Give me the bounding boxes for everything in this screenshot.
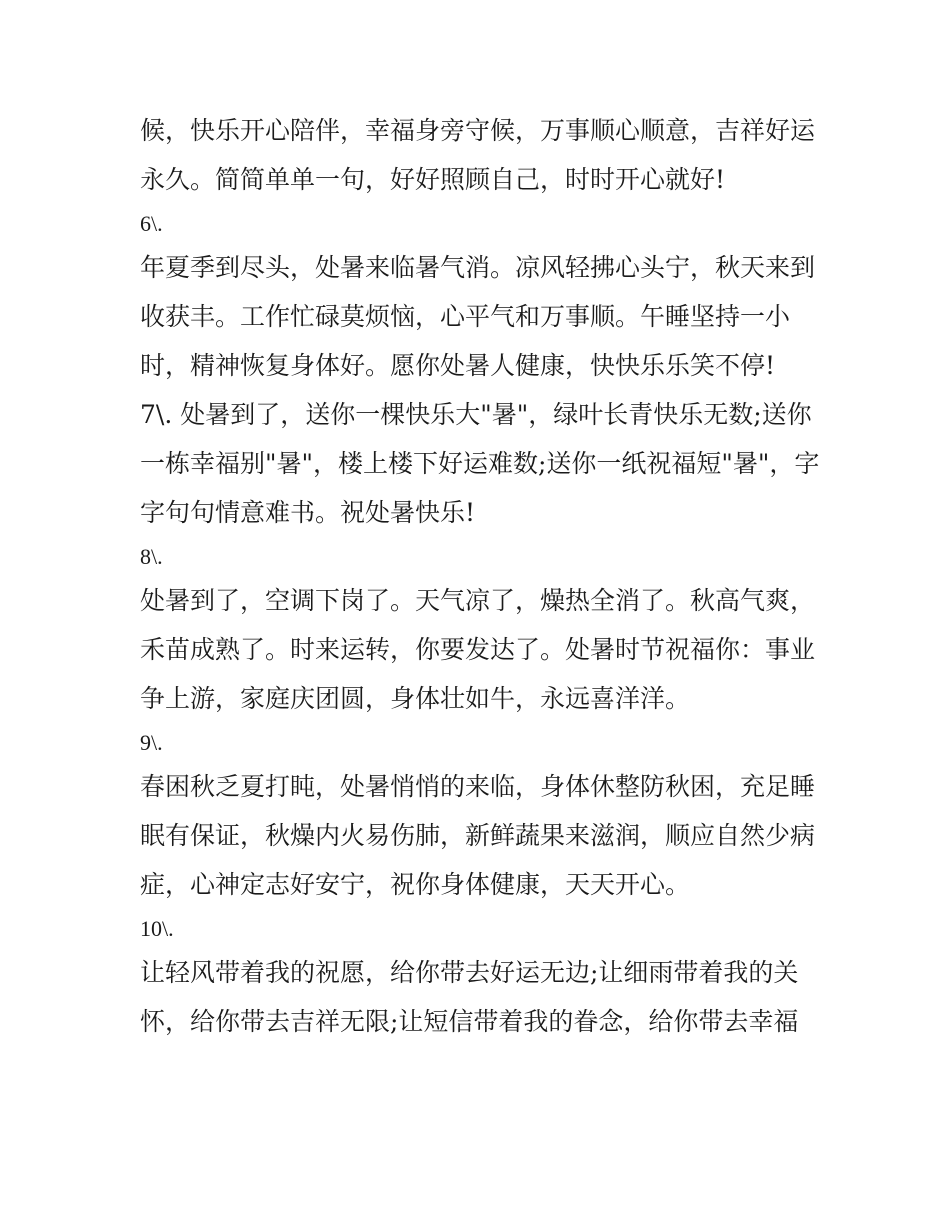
text-line: 收获丰。工作忙碌莫烦恼，心平气和万事顺。午睡坚持一小 bbox=[140, 302, 791, 331]
item-number: 10\. bbox=[140, 916, 174, 941]
item-number: 9\. bbox=[140, 730, 163, 755]
text-line: 让轻风带着我的祝愿，给你带去好运无边;让细雨带着我的关 bbox=[140, 958, 799, 987]
text-line: 症，心神定志好安宁，祝你身体健康，天天开心。 bbox=[140, 870, 691, 899]
document-body bbox=[140, 106, 820, 1046]
text-line: 禾苗成熟了。时来运转，你要发达了。处暑时节祝福你：事业 bbox=[140, 635, 816, 664]
item-number: 6\. bbox=[140, 211, 163, 236]
text-line: 时，精神恢复身体好。愿你处暑人健康，快快乐乐笑不停! bbox=[140, 351, 776, 380]
text-line: 怀，给你带去吉祥无限;让短信带着我的眷念，给你带去幸福 bbox=[140, 1007, 799, 1036]
text-line: 一栋幸福别"暑"，楼上楼下好运难数;送你一纸祝福短"暑"，字 bbox=[140, 449, 820, 478]
text-line: 眠有保证，秋燥内火易伤肺，新鲜蔬果来滋润，顺应自然少病 bbox=[140, 821, 816, 850]
text-line: 候，快乐开心陪伴，幸福身旁守候，万事顺心顺意，吉祥好运 bbox=[140, 116, 816, 145]
text-line: 字句句情意难书。祝处暑快乐! bbox=[140, 498, 476, 527]
item-number: 8\. bbox=[140, 544, 163, 569]
text-line: 争上游，家庭庆团圆，身体壮如牛，永远喜洋洋。 bbox=[140, 684, 691, 713]
text-line: 处暑到了，空调下岗了。天气凉了，燥热全消了。秋高气爽， bbox=[140, 586, 816, 615]
text-line: 春困秋乏夏打盹，处暑悄悄的来临，身体休整防秋困，充足睡 bbox=[140, 772, 816, 801]
text-line: 永久。简简单单一句，好好照顾自己，时时开心就好! bbox=[140, 165, 726, 194]
text-line: 7\. 处暑到了，送你一棵快乐大"暑"，绿叶长青快乐无数;送你 bbox=[140, 400, 812, 429]
text-line: 年夏季到尽头，处暑来临暑气消。凉风轻拂心头宁，秋天来到 bbox=[140, 253, 816, 282]
